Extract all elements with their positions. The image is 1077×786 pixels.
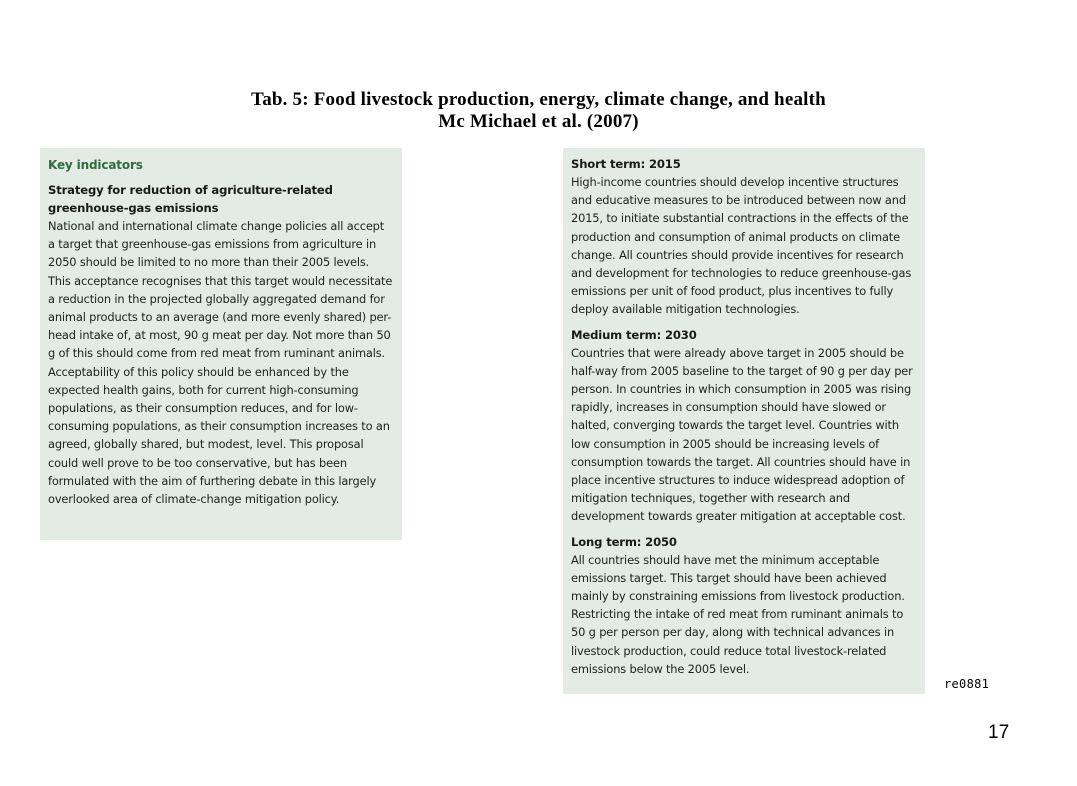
slide-title bbox=[0, 89, 1077, 133]
medium-term-heading: Medium term: 2030 bbox=[571, 327, 697, 342]
key-indicators-panel bbox=[40, 148, 402, 540]
long-term-heading: Long term: 2050 bbox=[571, 534, 677, 549]
strategy-heading: Strategy for reduction of agriculture-related greenhouse-gas emissions bbox=[48, 183, 333, 215]
reference-code: re0881 bbox=[944, 677, 990, 691]
timeline-panel bbox=[563, 148, 925, 694]
medium-term-body: Countries that were already above target in 2005 should be half-way from 2005 baseline to the target of 90 g per day per person. In countries in which consumption in 2005 was rising rapidly, increases in consumption should have slowed or halted, converging towards the target level. Countries with low consumption in 2005 should be increasing levels of consumption towards the target. All countries should have in place incentive structures to induce widespread adoption of mitigation techniques, together with research and development towards greater mitigation at acceptable cost. bbox=[571, 345, 913, 524]
key-indicators-heading: Key indicators bbox=[48, 158, 143, 172]
long-term-body: All countries should have met the minimum acceptable emissions target. This target should have been achieved mainly by constraining emissions from livestock production. Restricting the intake of red meat from ruminant animals to 50 g per person per day, along with technical advances in livestock production, could reduce total livestock-related emissions below the 2005 level. bbox=[571, 552, 905, 676]
page-number: 17 bbox=[988, 722, 1010, 743]
short-term-body: High-income countries should develop incentive structures and educative measures to be introduced between now and 2015, to initiate substantial contractions in the effects of the production and consumption of animal products on climate change. All countries should provide incentives for research and development for technologies to reduce greenhouse-gas emissions per unit of food product, plus incentives to fully deploy available mitigation technologies. bbox=[571, 175, 912, 317]
title-line-1: Tab. 5: Food livestock production, energy, climate change, and health bbox=[251, 89, 826, 110]
strategy-body: National and international climate change policies all accept a target that greenhouse-gas emissions from agriculture in 2050 should be limited to no more than their 2005 levels. This acceptance recognises that this target would necessitate a reduction in the projected globally aggregated demand for animal products to an average (and more evenly shared) per-head intake of, at most, 90 g meat per day. Not more than 50 g of this should come from red meat from ruminant animals. Acceptability of this policy should be enhanced by the expected health gains, both for current high-consuming populations, as their consumption reduces, and for low-consuming populations, as their consumption increases to an agreed, globally shared, but modest, level. This proposal could well prove to be too conservative, but has been formulated with the aim of furthering debate in this largely overlooked area of climate-change mitigation policy. bbox=[48, 219, 393, 507]
title-line-2: Mc Michael et al. (2007) bbox=[438, 111, 639, 132]
short-term-heading: Short term: 2015 bbox=[571, 157, 681, 171]
